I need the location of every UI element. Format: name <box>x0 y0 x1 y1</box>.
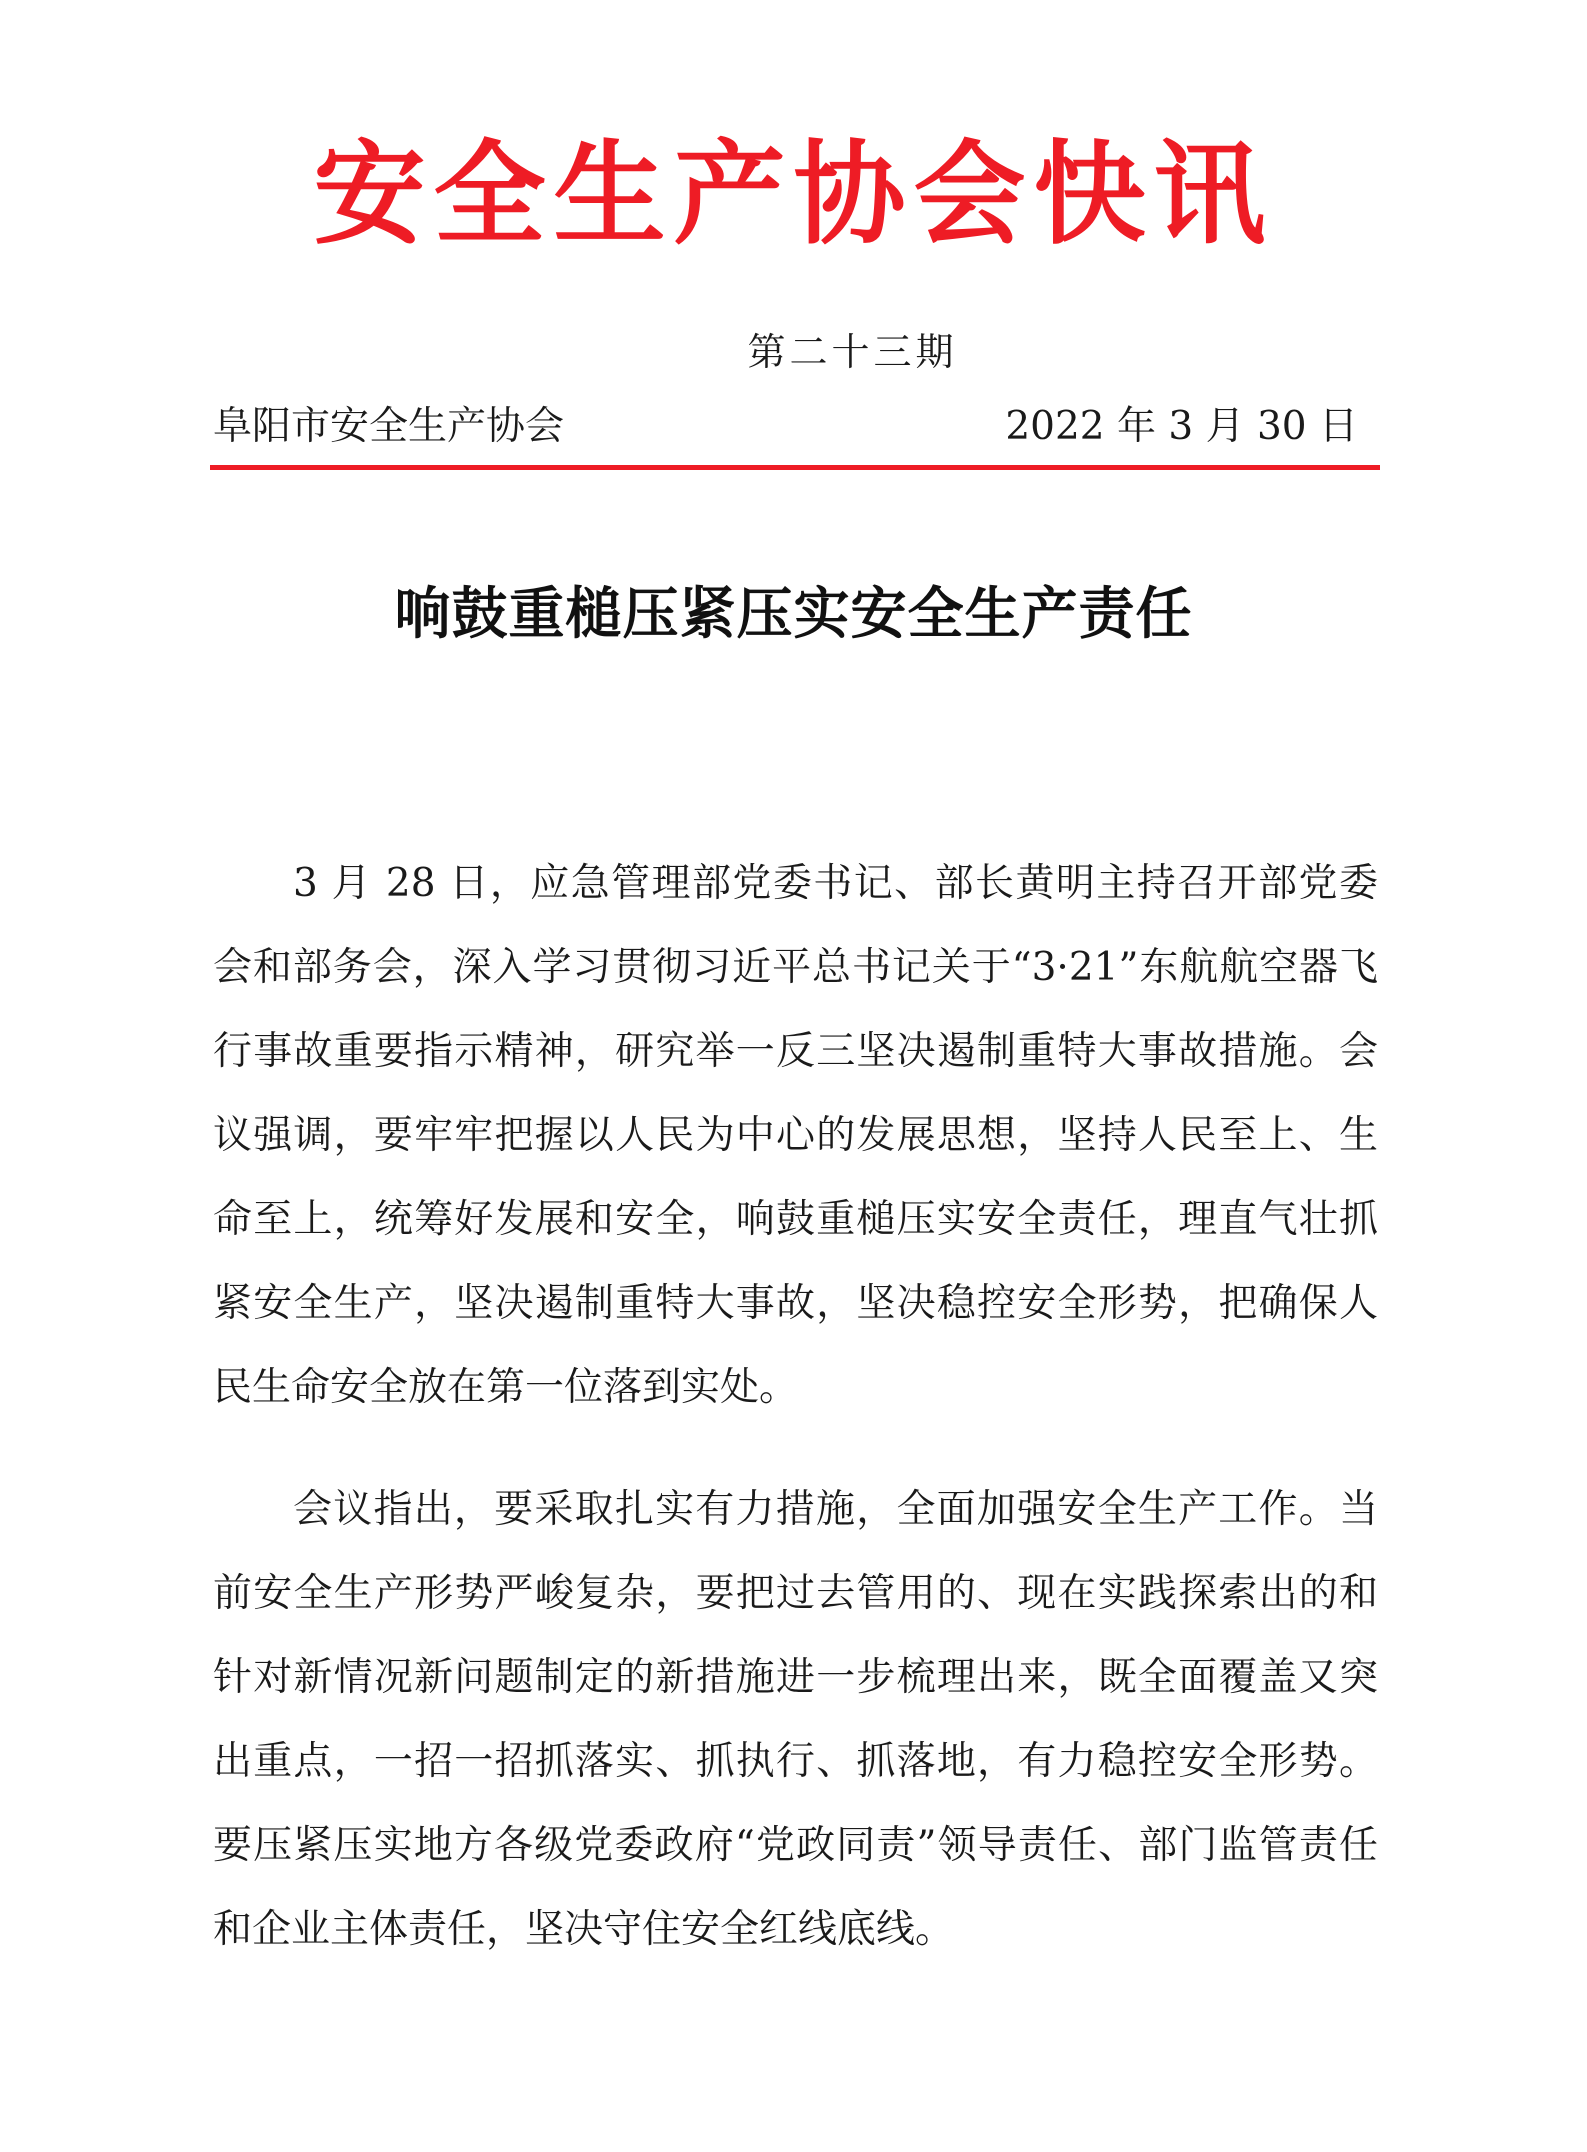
publisher-row <box>213 402 1358 452</box>
issue-number: 第二十三期 <box>747 330 958 374</box>
article-paragraph-2: 会议指出，要采取扎实有力措施，全面加强安全生产工作。当前安全生产形势严峻复杂，要把过去管用的、现在实践探索出的和针对新情况新问题制定的新措施进一步梳理出来，既全面覆盖又突出重点，一招一招抓落实、抓执行、抓落地，有力稳控安全形势。要压紧压实地方各级党委政府“党政同责”领导责任、部门监管责任和企业主体责任，坚决守住安全红线底线。 <box>213 1487 1378 1952</box>
publish-date: 2022 年 3 月 30 日 <box>1005 404 1358 449</box>
masthead-title: 安全生产协会快讯 <box>313 129 1274 260</box>
article-paragraph-1: 3 月 28 日，应急管理部党委书记、部长黄明主持召开部党委会和部务会，深入学习贯彻习近平总书记关于“3·21”东航航空器飞行事故重要指示精神，研究举一反三坚决遏制重特大事故措施。会议强调，要牢牢把握以人民为中心的发展思想，坚持人民至上、生命至上，统筹好发展和安全，响鼓重槌压实安全责任，理直气壮抓紧安全生产，坚决遏制重特大事故，坚决稳控安全形势，把确保人民生命安全放在第一位落到实处。 <box>213 861 1378 1410</box>
publisher-name: 阜阳市安全生产协会 <box>213 404 565 449</box>
header-divider <box>210 465 1380 470</box>
article-headline: 响鼓重槌压紧压实安全生产责任 <box>394 581 1193 647</box>
